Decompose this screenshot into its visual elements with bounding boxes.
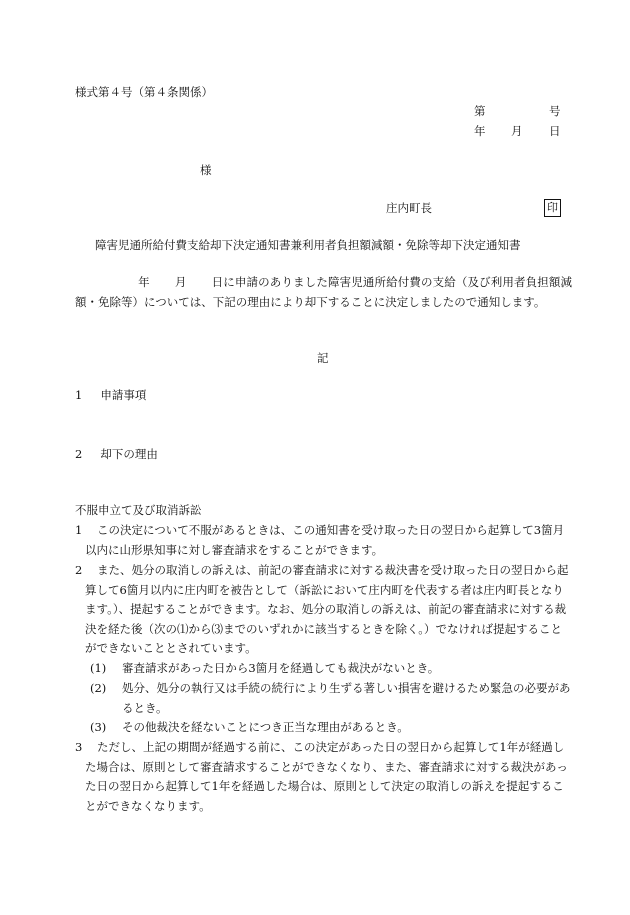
section-1-num: 1	[75, 388, 83, 402]
date-year: 年	[474, 124, 486, 138]
subitem-2-text: 処分、処分の執行又は手続の続行により生ずる著しい損害を避けるため緊急の必要があるとき。	[122, 681, 571, 715]
appeal-item-3	[75, 738, 572, 816]
section-2-num: 2	[75, 447, 83, 461]
seal-mark	[544, 199, 561, 217]
number-suffix: 号	[549, 104, 561, 118]
appeal-item-3-num: 3	[75, 740, 83, 754]
appeal-item-1-text: この決定について不服があるときは、この通知書を受け取った日の翌日から起算して3箇月以内に山形県知事に対し審査請求をすることができます。	[85, 523, 565, 557]
issuer-name: 庄内町長	[386, 201, 432, 215]
subitem-3	[90, 718, 572, 738]
document-title: 障害児通所給付費支給却下決定通知書兼利用者負担額減額・免除等却下決定通知書	[95, 238, 521, 252]
appeal-item-1	[75, 521, 572, 560]
number-prefix: 第	[474, 104, 486, 118]
intro-year: 年	[138, 275, 150, 289]
form-title: 様式第４号（第４条関係）	[75, 85, 213, 99]
intro-paragraph	[75, 272, 572, 312]
section-1-label: 申請事項	[100, 388, 147, 402]
section-2	[75, 446, 158, 464]
section-1	[75, 387, 146, 405]
subitem-1-num: (1)	[90, 661, 107, 675]
appeal-item-2	[75, 561, 572, 659]
subitem-3-num: (3)	[90, 720, 107, 734]
appeal-heading: 不服申立て及び取消訴訟	[75, 503, 202, 517]
intro-month: 月	[174, 275, 187, 289]
subitem-2	[90, 679, 572, 718]
date-day: 日	[549, 124, 561, 138]
subitem-3-text: その他裁決を経ないことにつき正当な理由があるとき。	[122, 720, 409, 734]
section-2-label: 却下の理由	[100, 447, 158, 461]
appeal-item-2-text: また、処分の取消しの訴えは、前記の審査請求に対する裁決書を受け取った日の翌日から起算して6箇月以内に庄内町を被告として（訴訟において庄内町を代表する者は庄内町長となります。）、提起することができます。なお、処分の取消しの訴えは、前記の審査請求に対する裁決を経た後（次の⑴から⑶までのいずれかに該当するときを除く。）でなければ提起することができないこととされています。	[85, 563, 569, 656]
subitem-1	[90, 659, 572, 679]
appeal-item-2-num: 2	[75, 563, 83, 577]
appeal-item-3-text: ただし、上記の期間が経過する前に、この決定があった日の翌日から起算して1年が経過した場合は、原則として審査請求することができなくなり、また、審査請求に対する裁決があった日の翌日から起算して1年を経過した場合は、原則として決定の取消しの訴えを提起することができなくなります。	[85, 740, 568, 813]
ki-heading: 記	[317, 351, 329, 365]
subitem-1-text: 審査請求があった日から3箇月を経過しても裁決がないとき。	[122, 661, 440, 675]
date-month: 月	[511, 124, 523, 138]
addressee-suffix: 様	[200, 163, 212, 177]
appeal-item-1-num: 1	[75, 523, 83, 537]
seal-icon: 印	[544, 199, 561, 217]
subitem-2-num: (2)	[90, 681, 107, 695]
intro-text: 日に申請のありました障害児通所給付費の支給（及び利用者負担額減額・免除等）については、下記の理由により却下することに決定しましたので通知します。	[75, 275, 573, 309]
